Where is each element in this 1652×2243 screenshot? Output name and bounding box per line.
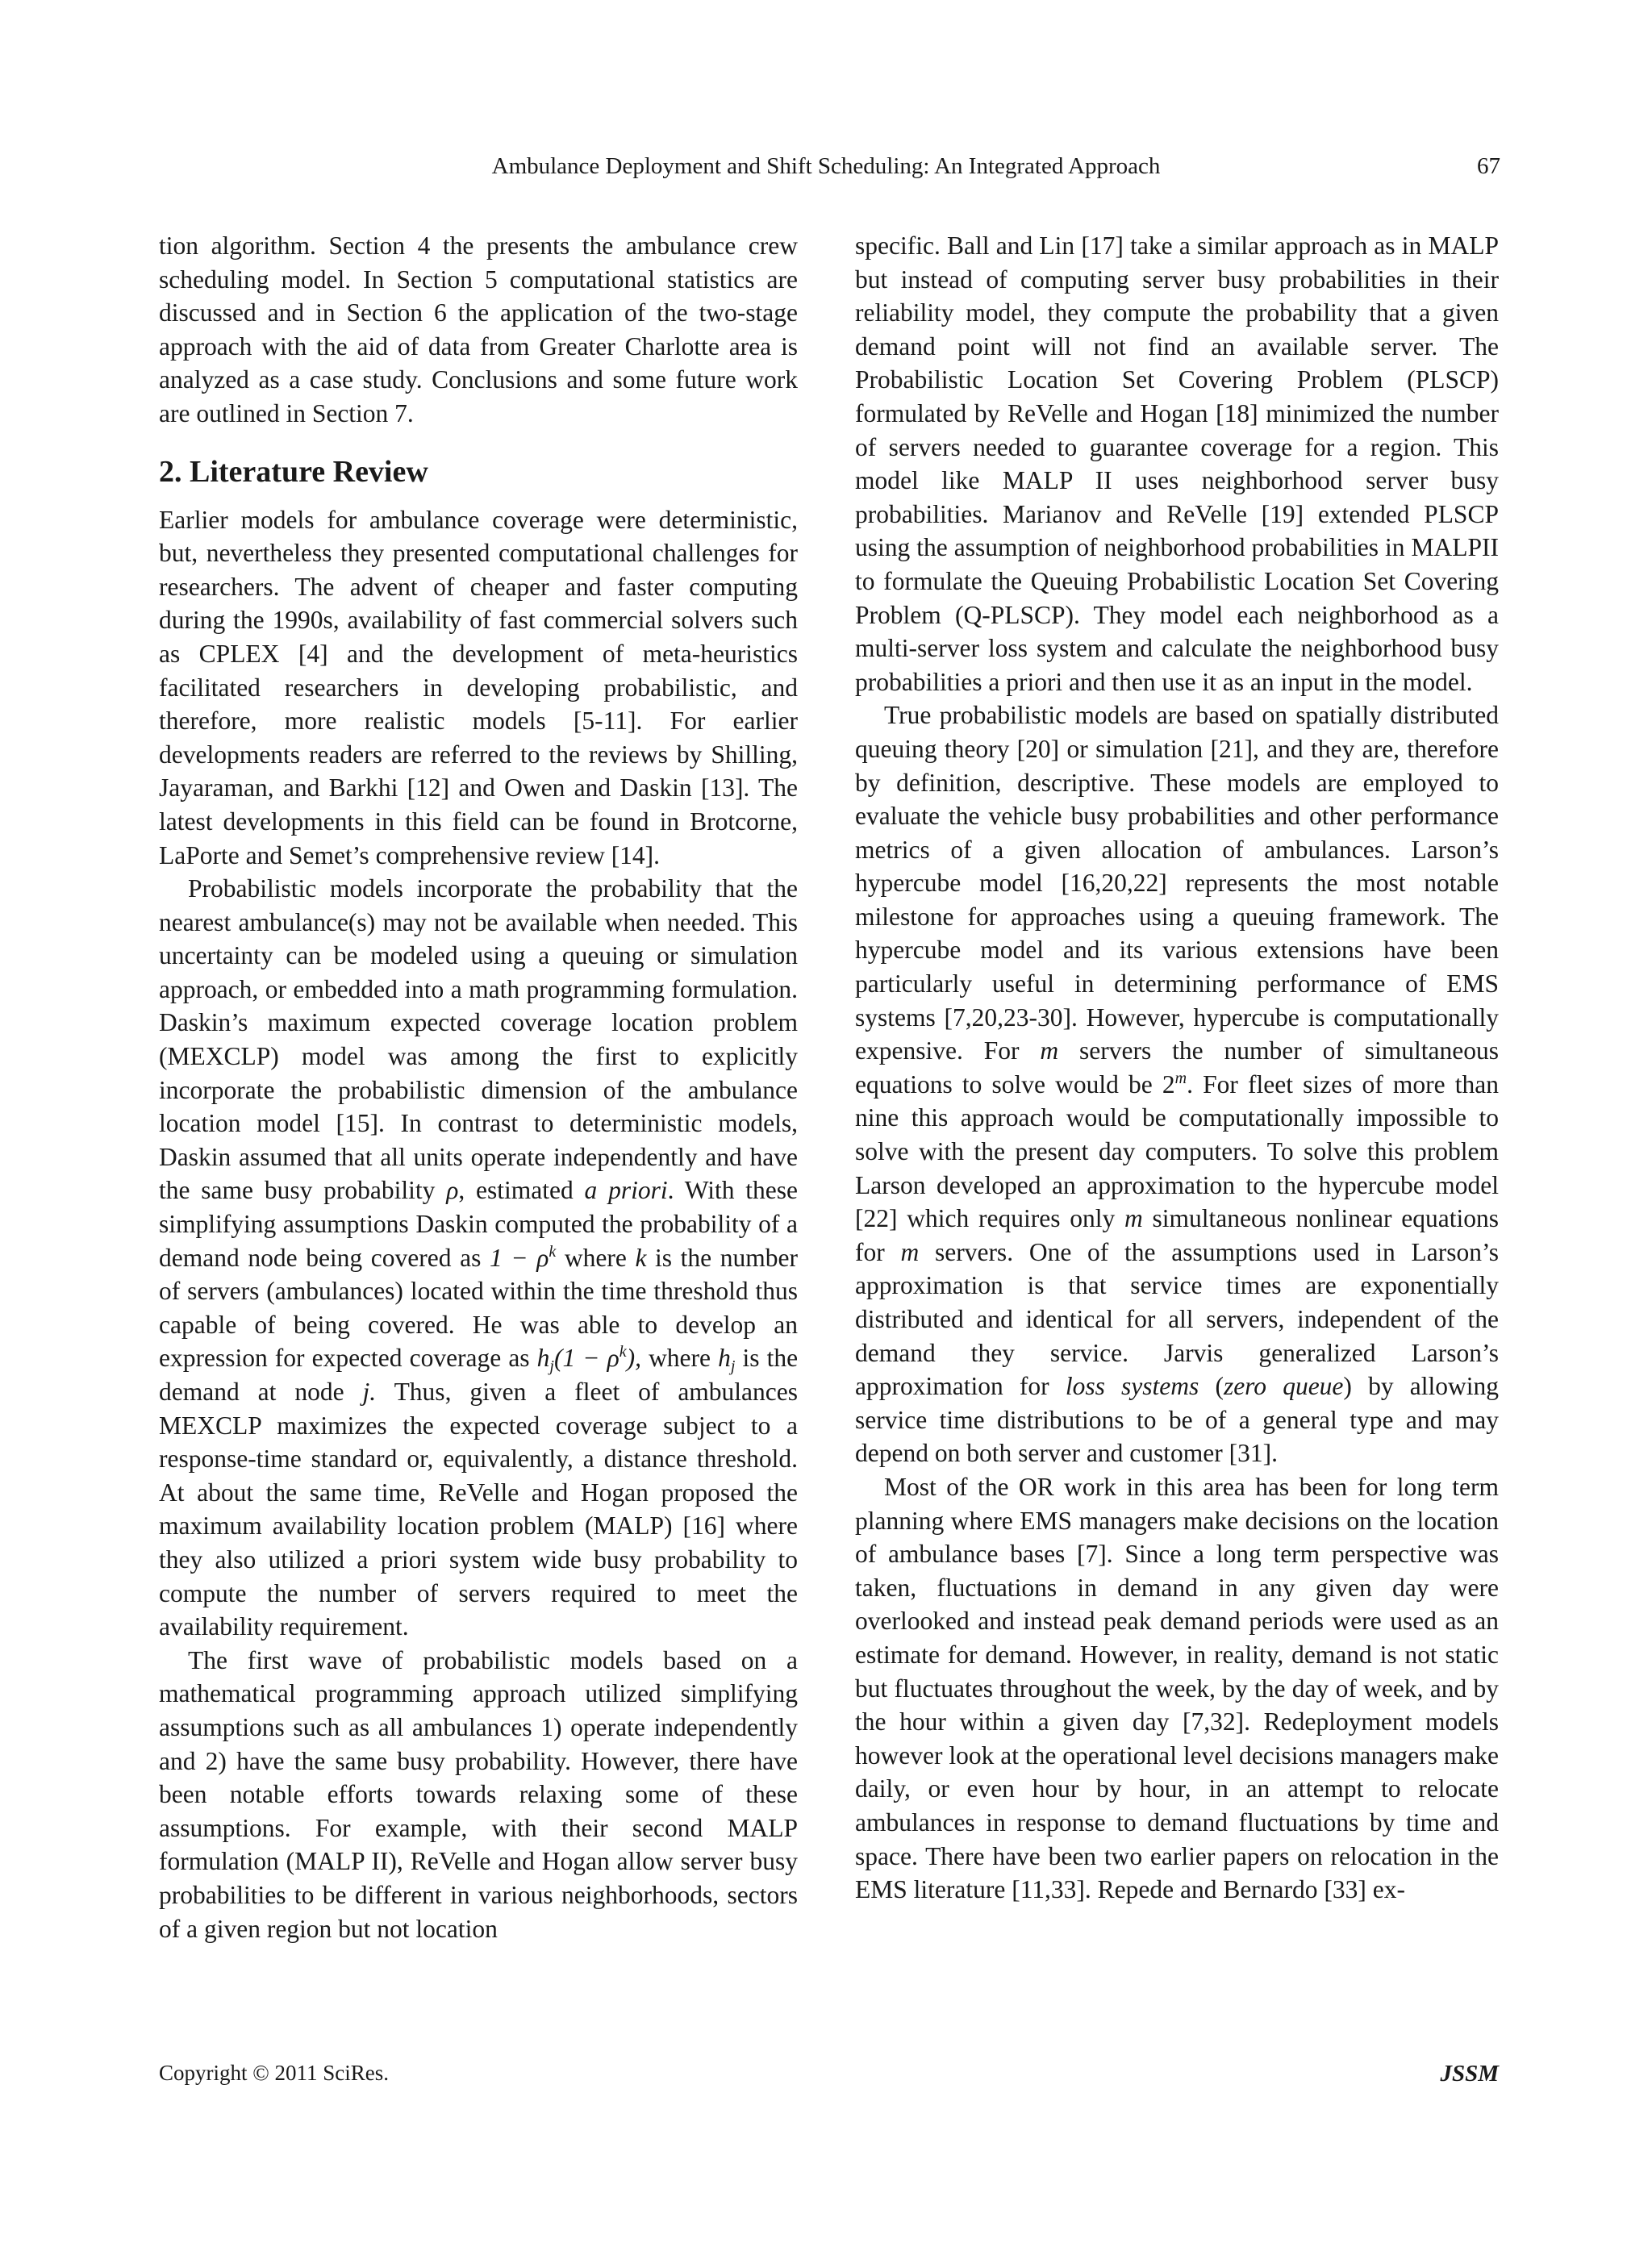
formula-coverage-probability: $1 - \rho^k$ <box>489 1242 557 1272</box>
paragraph: The first wave of probabilistic models based on a mathematical programming approach utilized simplifying assumptions such as all ambulances 1) operate independently and 2) have the same busy probability. However, there have been notable efforts towards relaxing some of these assumptions. For example, with their second MALP formulation (MALP II), ReVelle and Hogan allow server busy probabilities to be different in various neighborhoods, sectors of a given region but not location <box>159 1645 798 1943</box>
paragraph: True probabilistic models are based on spatially distributed queuing theory [20] or simulation [21], and they are, therefore by definition, descriptive. These models are employed to evaluate the vehicle busy probabilities and other performance metrics of a given allocation of ambulances. Larson’s hypercube model [16,20,22] represents the most notable milestone for approaches using a queuing framework. The hypercube model and its various extensions have been particularly useful in determining performance of EMS systems [7,20,23-30]. However, hypercube is computationally expensive. For m servers the number of simultaneous equations to solve would be 2$^m$. For fleet sizes of more than nine this approach would be computationally impossible to solve with the present day computers. To solve this problem Larson developed an approximation to the hypercube model [22] which requires only m simultaneous nonlinear equations for m servers. One of the assumptions used in Larson’s approximation is that service times are exponentially distributed and identical for all servers, independent of the demand they service. Jarvis generalized Larson’s approximation for loss systems (zero queue) by allowing service time distributions to be of a general type and may depend on both server and customer [31]. <box>855 701 1500 1468</box>
left-column <box>159 229 798 1945</box>
journal-name: JSSM <box>1440 2061 1499 2087</box>
page-header <box>0 153 1652 186</box>
formula-expected-coverage: $h_j(1 - \rho^k)$, <box>536 1343 641 1376</box>
section-heading: 2. Literature Review <box>159 454 428 489</box>
paragraph: Most of the OR work in this area has been for long term planning where EMS managers make decisions on the location of ambulance bases [7]. Since a long term perspective was taken, fluctuations in demand in any given day were overlooked and instead peak demand periods were used as an estimate for demand. However, in reality, demand is not static but fluctuates throughout the week, by the day of week, and by the hour within a given day [7,32]. Redeployment models however look at the operational level decisions managers make daily, or even hour by hour, in an attempt to relocate ambulances in response to demand fluctuations by time and space. There have been two earlier papers on relocation in the EMS literature [11,33]. Repede and Bernardo [33] ex- <box>855 1472 1499 1904</box>
italic-term: zero queue <box>1223 1372 1344 1401</box>
italic-term: a priori <box>584 1176 668 1205</box>
right-column <box>855 229 1499 1907</box>
copyright-notice: Copyright © 2011 SciRes. <box>159 2061 390 2085</box>
paragraph: specific. Ball and Lin [17] take a similar approach as in MALP but instead of computing server busy probabilities in their reliability model, they compute the probability that a given demand point will not find an available server. The Probabilistic Location Set Covering Problem (PLSCP) formulated by ReVelle and Hogan [18] minimized the number of servers needed to guarantee coverage for a region. This model like MALP II uses neighborhood server busy probabilities. Marianov and ReVelle [19] extended PLSCP using the assumption of neighborhood probabilities in MALPII to formulate the Queuing Probabilistic Location Set Covering Problem (Q-PLSCP). They model each neighborhood as a multi-server loss system and calculate the neighborhood busy probabilities a priori and then use it as an input in the model. <box>855 231 1499 696</box>
intro-paragraph: tion algorithm. Section 4 the presents the ambulance crew scheduling model. In Section 5 computational statistics are discussed and in Section 6 the application of the two-stage approach with the aid of data from Greater Charlotte area is analyzed as a case study. Conclusions and some future work are outlined in Section 7. <box>159 231 798 427</box>
paragraph: Probabilistic models incorporate the probability that the nearest ambulance(s) may not be available when needed. This uncertainty can be modeled using a queuing or simulation approach, or embedded into a math programming formulation. Daskin’s maximum expected coverage location problem (MEXCLP) model was among the first to explicitly incorporate the probabilistic dimension of the ambulance location model [15]. In contrast to deterministic models, Daskin assumed that all units operate independently and have the same busy probability ρ, estimated a priori. With these simplifying assumptions Daskin computed the probability of a demand node being covered as $1 - \rho^k$ where k is the number of servers (ambulances) located within the time threshold thus capable of being covered. He was able to develop an expression for expected coverage as $h_j(1 - \rho^k)$, where $h_j$ is the demand at node j. Thus, given a fleet of ambulances MEXCLP maximizes the expected coverage subject to a response-time standard or, equivalently, a distance threshold. At about the same time, ReVelle and Hogan proposed the maximum availability location problem (MALP) [16] where they also utilized a priori system wide busy probability to compute the number of servers required to meet the availability requirement. <box>159 874 799 1641</box>
running-title: Ambulance Deployment and Shift Scheduling: An Integrated Approach <box>491 153 1161 179</box>
page-number: 67 <box>1477 153 1500 179</box>
italic-term: loss systems <box>1065 1372 1199 1401</box>
page-footer <box>159 2061 1499 2093</box>
paragraph: Earlier models for ambulance coverage were deterministic, but, nevertheless they presented computational challenges for researchers. The advent of cheaper and faster computing during the 1990s, availability of fast commercial solvers such as CPLEX [4] and the development of meta-heuristics facilitated researchers in developing probabilistic, and therefore, more realistic models [5-11]. For earlier developments readers are referred to the reviews by Shilling, Jayaraman, and Barkhi [12] and Owen and Daskin [13]. The latest developments in this field can be found in Brotcorne, LaPorte and Semet’s comprehensive review [14]. <box>159 505 798 869</box>
rho-symbol: ρ <box>446 1176 459 1205</box>
